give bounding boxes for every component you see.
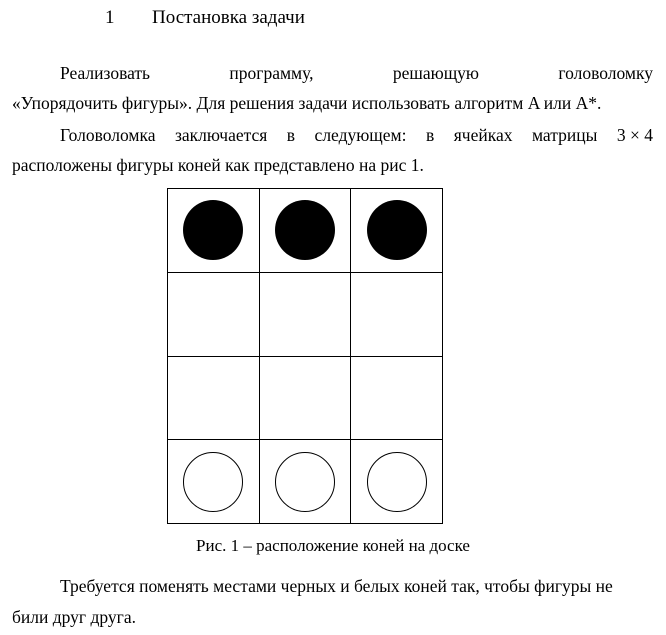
board-cell-r1-c1 <box>168 189 260 273</box>
section-title: Постановка задачи <box>152 7 305 28</box>
board-cell-r4-c3 <box>351 440 443 524</box>
black-knight-piece <box>275 200 335 260</box>
word: заключается <box>174 125 268 145</box>
word: решающую <box>392 63 479 83</box>
board-cell-r4-c2 <box>260 440 352 524</box>
word: ячейках <box>453 125 513 145</box>
paragraph-3-line-2: били друг друга. <box>12 607 136 627</box>
paragraph-1-line-1 <box>60 62 653 84</box>
board-cell-r1-c2 <box>260 189 352 273</box>
white-knight-piece <box>367 452 427 512</box>
board-cell-r2-c2 <box>260 273 352 357</box>
word: в <box>425 125 435 145</box>
word: в <box>286 125 296 145</box>
figure-caption: Рис. 1 – расположение коней на доске <box>196 536 470 555</box>
board-cell-r2-c1 <box>168 273 260 357</box>
black-knight-piece <box>367 200 427 260</box>
word: матрицы <box>531 125 598 145</box>
paragraph-3-line-1: Требуется поменять местами черных и белых коней так, чтобы фигуры не <box>60 576 613 596</box>
board-cell-r3-c2 <box>260 357 352 441</box>
paragraph-1-line-2: «Упорядочить фигуры». Для решения задачи использовать алгоритм A или A*. <box>12 93 602 113</box>
paragraph-2-line-2: расположены фигуры коней как представлено на рис 1. <box>12 155 424 175</box>
word: следующем: <box>314 125 407 145</box>
paragraph-2-line-1 <box>60 124 653 146</box>
word: программу, <box>229 63 314 83</box>
chess-board-figure <box>167 188 443 524</box>
word: 3 × 4 <box>616 125 653 145</box>
board-cell-r3-c3 <box>351 357 443 441</box>
board-cell-r2-c3 <box>351 273 443 357</box>
board-cell-r4-c1 <box>168 440 260 524</box>
black-knight-piece <box>183 200 243 260</box>
board-cell-r3-c1 <box>168 357 260 441</box>
word: головоломку <box>558 63 653 83</box>
word: Реализовать <box>60 63 151 83</box>
white-knight-piece <box>275 452 335 512</box>
board-cell-r1-c3 <box>351 189 443 273</box>
white-knight-piece <box>183 452 243 512</box>
word: Головоломка <box>60 125 156 145</box>
section-number: 1 <box>105 7 115 28</box>
